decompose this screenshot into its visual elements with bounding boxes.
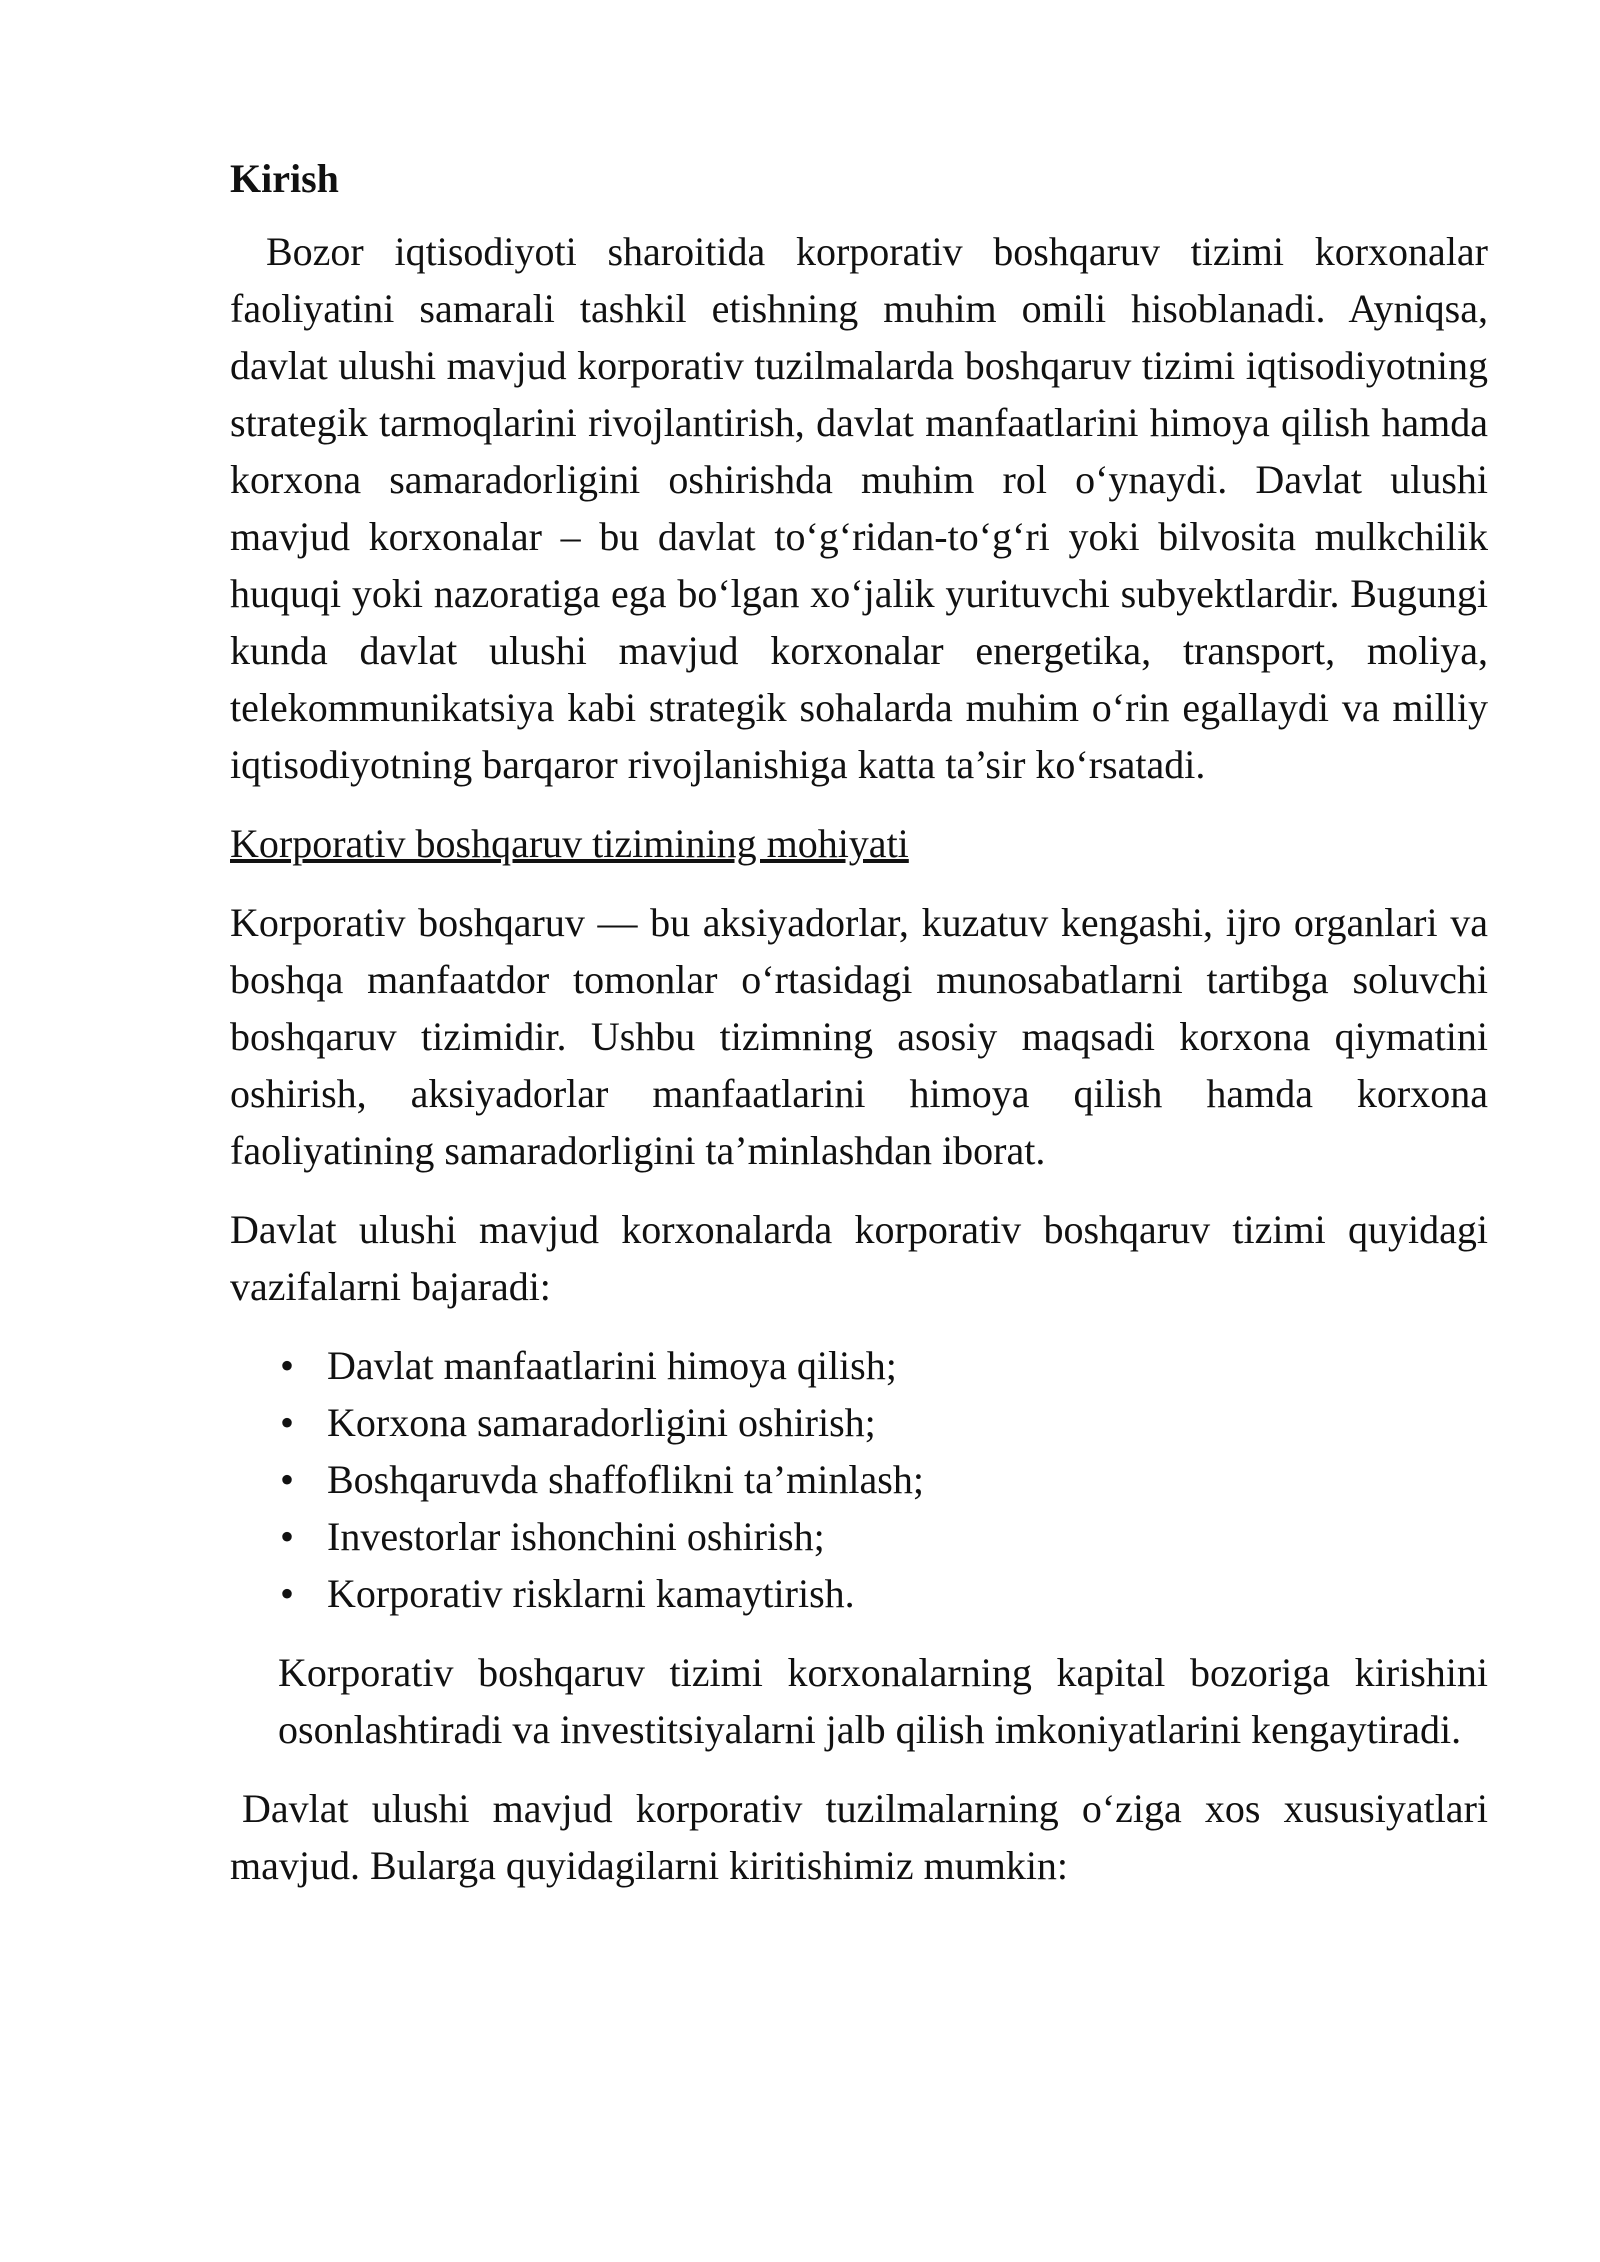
subsection-heading: Korporativ boshqaruv tizimining mohiyati — [230, 821, 909, 866]
list-item — [230, 1565, 1488, 1622]
list-item-text: Davlat manfaatlarini himoya qilish; — [327, 1343, 897, 1388]
list-item-text: Korporativ risklarni kamaytirish. — [327, 1571, 855, 1616]
definition-paragraph: Korporativ boshqaruv — bu aksiyadorlar, kuzatuv kengashi, ijro organlari va boshqa manfaatdor tomonlar oʻrtasidagi munosabatlarni tartibga soluvchi boshqaruv tizimidir. Ushbu tizimning asosiy maqsadi korxona qiymatini oshirish, aksiyadorlar manfaatlarini himoya qilish hamda korxona faoliyatining samaradorligini ta’minlashdan iborat. — [230, 900, 1488, 1173]
tasks-list — [230, 1337, 1488, 1622]
bullet-icon: • — [280, 1457, 295, 1502]
list-item-text: Boshqaruvda shaffoflikni ta’minlash; — [327, 1457, 924, 1502]
bullet-icon: • — [280, 1400, 295, 1445]
bullet-icon: • — [280, 1571, 295, 1616]
document-page — [230, 150, 1488, 1916]
section-heading: Kirish — [230, 156, 339, 201]
list-item-text: Investorlar ishonchini oshirish; — [327, 1514, 825, 1559]
intro-paragraph: Bozor iqtisodiyoti sharoitida korporativ boshqaruv tizimi korxonalar faoliyatini samarali tashkil etishning muhim omili hisoblanadi. Ayniqsa, davlat ulushi mavjud korporativ tuzilmalarda boshqaruv tizimi iqtisodiyotning strategik tarmoqlarini rivojlantirish, davlat manfaatlarini himoya qilish hamda korxona samaradorligini oshirishda muhim rol oʻynaydi. Davlat ulushi mavjud korxonalar – bu davlat toʻgʻridan-toʻgʻri yoki bilvosita mulkchilik huquqi yoki nazoratiga ega boʻlgan xoʻjalik yurituvchi subyektlardir. Bugungi kunda davlat ulushi mavjud korxonalar energetika, transport, moliya, telekommunikatsiya kabi strategik sohalarda muhim oʻrin egallaydi va milliy iqtisodiyotning barqaror rivojlanishiga katta ta’sir koʻrsatadi. — [230, 229, 1488, 787]
tasks-intro-paragraph: Davlat ulushi mavjud korxonalarda korporativ boshqaruv tizimi quyidagi vazifalarni bajaradi: — [230, 1207, 1488, 1309]
list-item — [230, 1451, 1488, 1508]
features-paragraph: Davlat ulushi mavjud korporativ tuzilmalarning oʻziga xos xususiyatlari mavjud. Bularga quyidagilarni kiritishimiz mumkin: — [230, 1786, 1488, 1888]
list-item-text: Korxona samaradorligini oshirish; — [327, 1400, 876, 1445]
capital-paragraph: Korporativ boshqaruv tizimi korxonalarning kapital bozoriga kirishini osonlashtiradi va investitsiyalarni jalb qilish imkoniyatlarini kengaytiradi. — [278, 1650, 1488, 1752]
bullet-icon: • — [280, 1343, 295, 1388]
list-item — [230, 1394, 1488, 1451]
bullet-icon: • — [280, 1514, 295, 1559]
list-item — [230, 1337, 1488, 1394]
list-item — [230, 1508, 1488, 1565]
